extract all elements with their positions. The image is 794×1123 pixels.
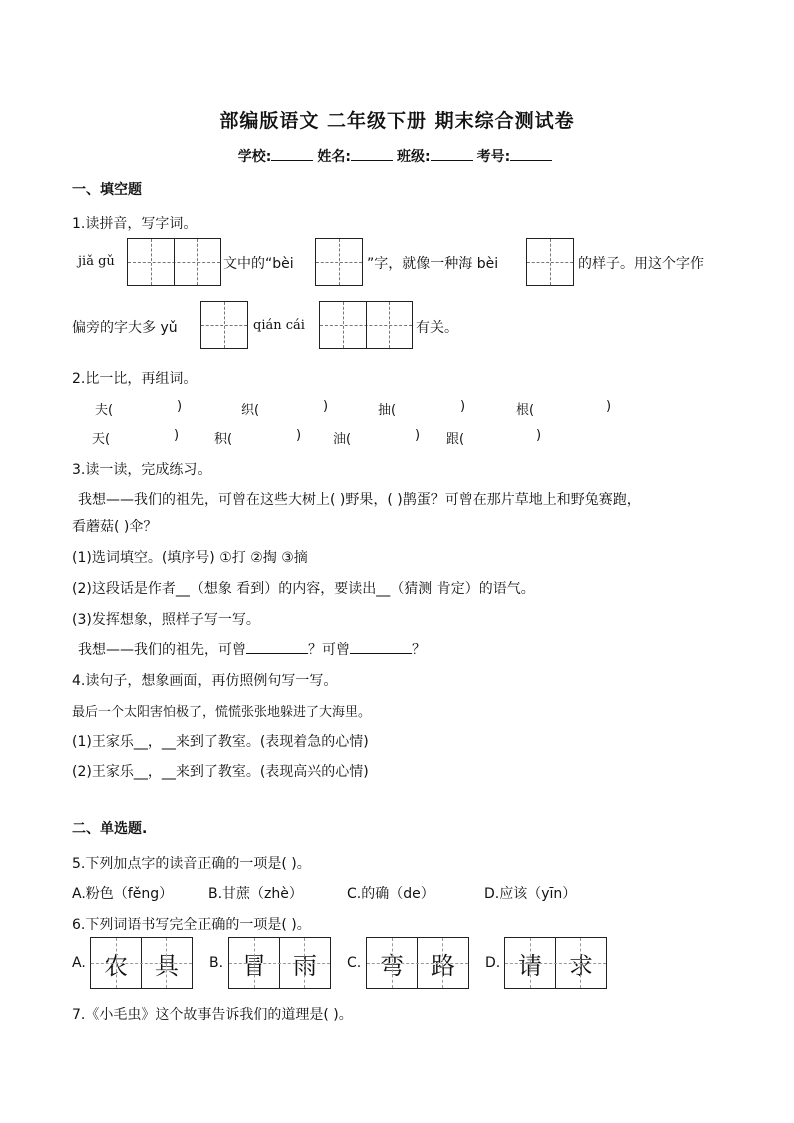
page-title: 部编版语文 二年级下册 期末综合测试卷 xyxy=(219,110,575,132)
pinyin-jiagu: jiǎ gǔ xyxy=(78,254,115,269)
section2-heading: 二、单选题. xyxy=(72,821,148,837)
q3-sub2: (2)这段话是作者__（想象 看到）的内容，要读出__（猜测 肯定）的语气。 xyxy=(72,581,535,597)
q4-example-sentence: 最后一个太阳害怕极了，慌慌张张地躲进了大海里。 xyxy=(72,705,372,720)
q3-passage-line2: 看蘑菇( )伞？ xyxy=(72,519,158,535)
q6-option-b-box[interactable] xyxy=(228,937,331,989)
q2-item-ji: 积( xyxy=(214,432,233,447)
q5-prompt: 5.下列加点字的读音正确的一项是( )。 xyxy=(72,856,311,872)
q5-option-a[interactable]: A.粉色（fěng） xyxy=(72,886,174,902)
q6-option-c-box[interactable] xyxy=(366,937,469,989)
section1-heading: 一、填空题 xyxy=(72,182,142,198)
q2-item-fu-close: ) xyxy=(177,399,183,414)
q6-option-b-label[interactable]: B. xyxy=(209,955,224,971)
q6-option-d-label[interactable]: D. xyxy=(485,955,501,971)
pinyin-qiancai: qián cái xyxy=(253,318,305,333)
answer-grid-bei2[interactable] xyxy=(526,238,574,286)
q6-option-c-char1: 弯 xyxy=(380,951,404,980)
answer-grid-jiagu[interactable] xyxy=(127,238,221,286)
q3-blank-1[interactable] xyxy=(246,641,308,654)
q2-item-zhi: 织( xyxy=(241,403,260,418)
q2-item-you-close: ) xyxy=(415,428,421,443)
name-blank[interactable] xyxy=(351,148,393,161)
q6-option-a-char1: 农 xyxy=(104,951,128,980)
q3-sub3-text-c: ？ xyxy=(412,642,426,658)
class-blank[interactable] xyxy=(431,148,473,161)
school-label: 学校: xyxy=(237,149,272,165)
q3-passage-line1: 我想——我们的祖先，可曾在这些大树上( )野果，( )鹊蛋？可曾在那片草地上和野兔赛跑， xyxy=(78,492,641,508)
q1-text-e: 有关。 xyxy=(416,320,458,336)
q2-item-gen2-close: ) xyxy=(536,428,542,443)
q3-prompt: 3.读一读，完成练习。 xyxy=(72,462,212,478)
number-label: 考号: xyxy=(476,149,511,165)
q6-option-c-char2: 路 xyxy=(417,938,468,988)
answer-grid-qiancai[interactable] xyxy=(319,301,413,349)
q5-option-d[interactable]: D.应该（yīn） xyxy=(484,886,577,902)
q2-item-zhi-close: ) xyxy=(323,399,329,414)
q5-option-b[interactable]: B.甘蔗（zhè） xyxy=(208,886,303,902)
q6-option-b-char1: 冒 xyxy=(242,951,266,980)
q2-item-tian-close: ) xyxy=(174,428,180,443)
q4-sub2: (2)王家乐__，__来到了教室。(表现高兴的心情) xyxy=(72,764,369,780)
school-blank[interactable] xyxy=(271,148,313,161)
q4-sub1: (1)王家乐__，__来到了教室。(表现着急的心情) xyxy=(72,734,369,750)
q1-text-d: 偏旁的字大多 yǔ xyxy=(72,320,178,336)
q1-prompt: 1.读拼音，写字词。 xyxy=(72,216,198,232)
q3-sub1: (1)选词填空。(填序号) ①打 ②掏 ③摘 xyxy=(72,550,308,566)
q6-option-d-box[interactable] xyxy=(504,937,607,989)
q2-item-chou: 抽( xyxy=(378,403,397,418)
q2-item-gen2: 跟( xyxy=(446,432,465,447)
q3-sub3-text-a: 我想——我们的祖先，可曾 xyxy=(78,642,246,658)
q1-text-b: ”字，就像一种海 bèi xyxy=(367,256,499,272)
class-label: 班级: xyxy=(397,149,431,165)
q2-item-fu: 夫( xyxy=(95,403,114,418)
q3-sub3: (3)发挥想象，照样子写一写。 xyxy=(72,612,260,628)
q3-sub3-answer-line xyxy=(78,639,426,659)
q6-option-a-box[interactable] xyxy=(90,937,193,989)
q5-option-c[interactable]: C.的确（de） xyxy=(347,886,435,902)
q2-item-gen: 根( xyxy=(516,403,535,418)
q6-option-c-label[interactable]: C. xyxy=(347,955,362,971)
q3-sub3-text-b: ？可曾 xyxy=(308,642,350,658)
q2-item-chou-close: ) xyxy=(460,399,466,414)
q6-option-d-char2: 求 xyxy=(555,938,606,988)
q2-item-you: 油( xyxy=(333,432,352,447)
q7-prompt: 7.《小毛虫》这个故事告诉我们的道理是( )。 xyxy=(72,1007,353,1023)
q2-item-gen-close: ) xyxy=(606,399,612,414)
student-info-line xyxy=(0,146,794,166)
q6-option-a-label[interactable]: A. xyxy=(72,955,86,971)
q6-option-a-char2: 具 xyxy=(141,938,192,988)
answer-grid-yu[interactable] xyxy=(200,301,248,349)
q6-option-d-char1: 请 xyxy=(518,951,542,980)
name-label: 姓名: xyxy=(317,149,351,165)
q2-item-tian: 天( xyxy=(92,432,111,447)
q1-text-c: 的样子。用这个字作 xyxy=(578,256,704,272)
q2-item-ji-close: ) xyxy=(296,428,302,443)
q3-blank-2[interactable] xyxy=(350,641,412,654)
q6-option-b-char2: 雨 xyxy=(279,938,330,988)
q1-text-a: 文中的“bèi xyxy=(223,256,294,272)
q2-prompt: 2.比一比，再组词。 xyxy=(72,371,198,387)
q6-prompt: 6.下列词语书写完全正确的一项是( )。 xyxy=(72,917,311,933)
q4-prompt: 4.读句子，想象画面，再仿照例句写一写。 xyxy=(72,673,338,689)
answer-grid-bei1[interactable] xyxy=(315,238,363,286)
number-blank[interactable] xyxy=(510,148,552,161)
